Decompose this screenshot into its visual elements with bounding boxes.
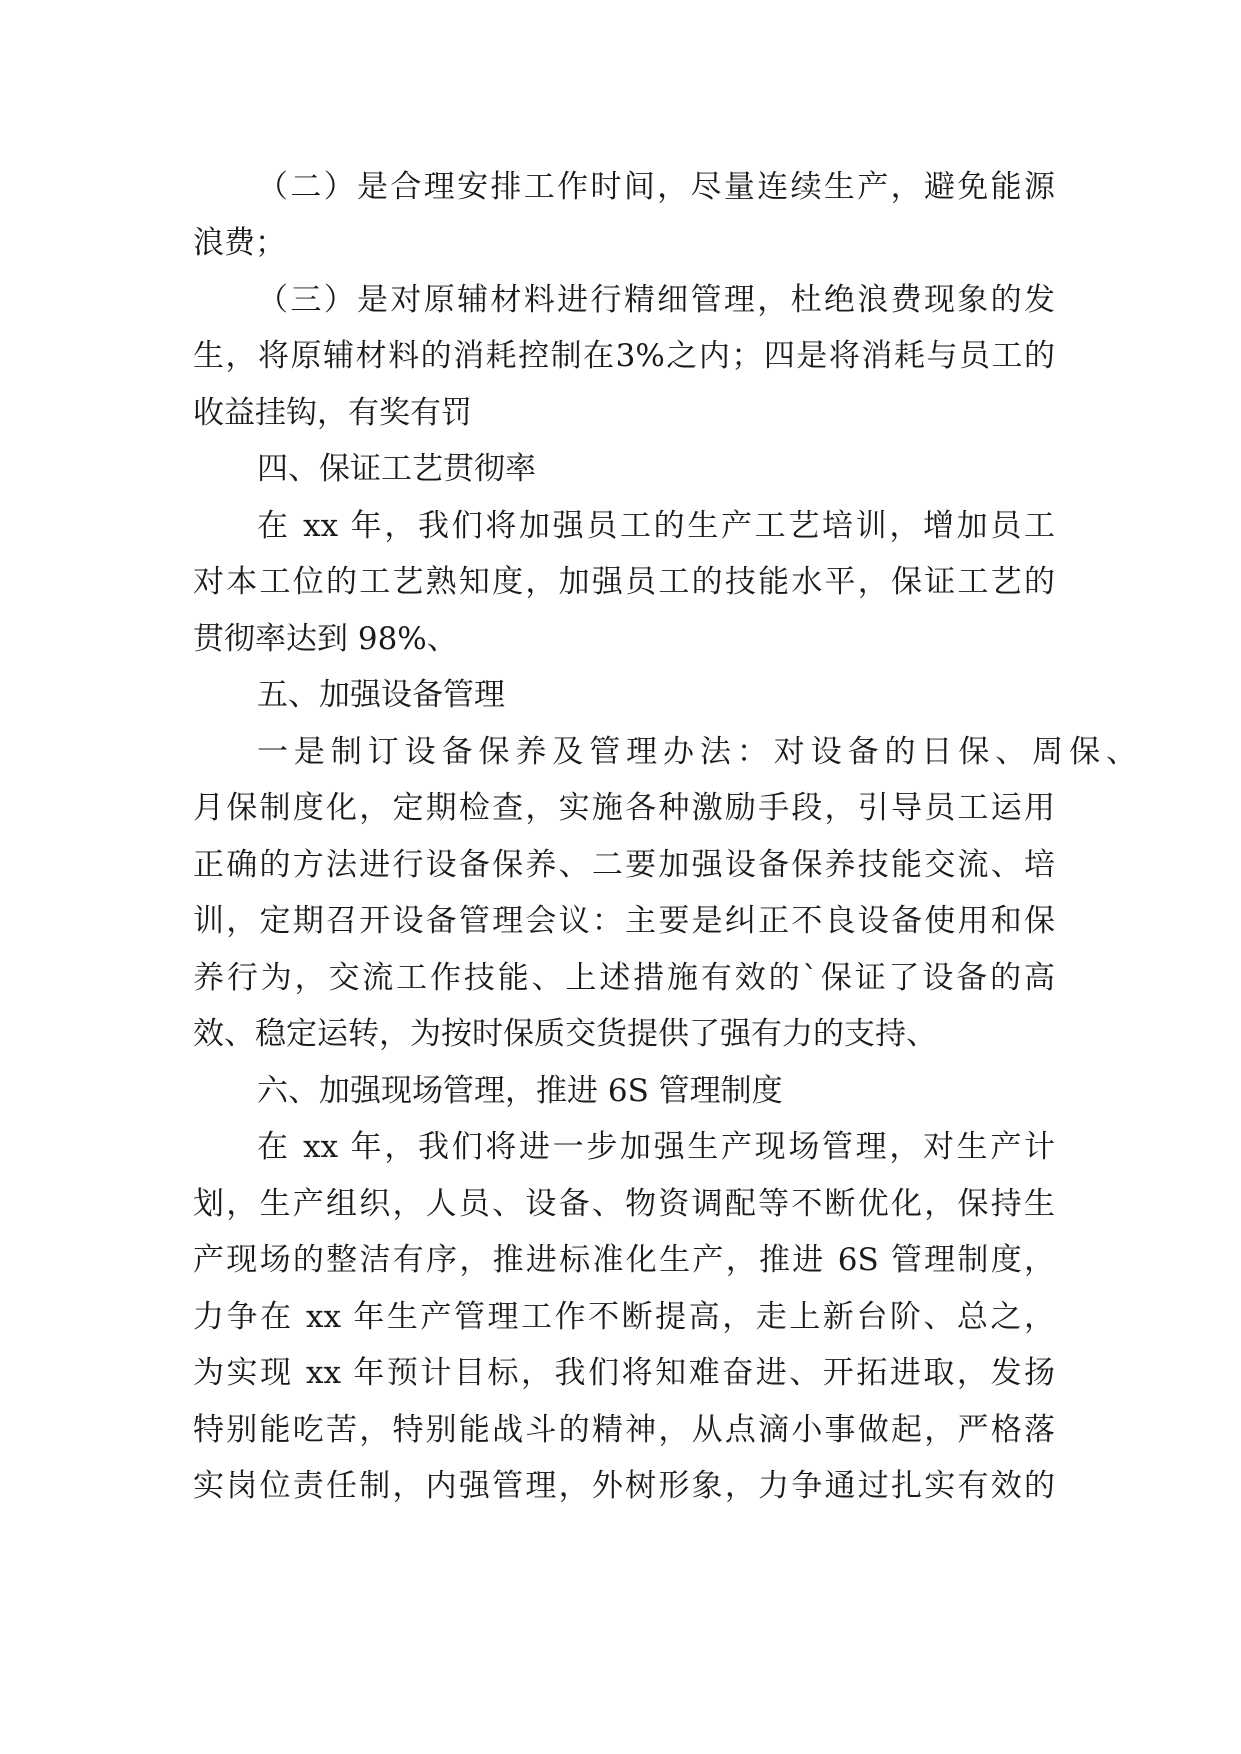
- text-line: 训，定期召开设备管理会议：主要是纠正不良设备使用和保: [193, 903, 1055, 939]
- text-line: 收益挂钩，有奖有罚: [193, 395, 472, 431]
- text-line: 为实现 xx 年预计目标，我们将知难奋进、开拓进取，发扬: [193, 1355, 1055, 1391]
- text-line: 实岗位责任制，内强管理，外树形象，力争通过扎实有效的: [193, 1468, 1055, 1504]
- text-line: 在 xx 年，我们将进一步加强生产现场管理，对生产计: [257, 1129, 1055, 1165]
- text-line: （二）是合理安排工作时间，尽量连续生产，避免能源: [257, 169, 1055, 205]
- text-line: 贯彻率达到 98%、: [193, 621, 458, 657]
- text-line: 对本工位的工艺熟知度，加强员工的技能水平，保证工艺的: [193, 564, 1055, 600]
- text-line: 力争在 xx 年生产管理工作不断提高，走上新台阶、总之，: [193, 1299, 1055, 1335]
- section-heading: 五、加强设备管理: [257, 677, 505, 713]
- text-line: 浪费；: [193, 225, 286, 261]
- section-heading: 四、保证工艺贯彻率: [257, 451, 536, 487]
- section-heading: 六、加强现场管理，推进 6S 管理制度: [257, 1073, 783, 1109]
- text-line: 划，生产组织，人员、设备、物资调配等不断优化，保持生: [193, 1186, 1055, 1222]
- text-line: 产现场的整洁有序，推进标准化生产，推进 6S 管理制度，: [193, 1242, 1055, 1278]
- text-line: 月保制度化，定期检查，实施各种激励手段，引导员工运用: [193, 790, 1055, 826]
- text-line: 特别能吃苦，特别能战斗的精神，从点滴小事做起，严格落: [193, 1412, 1055, 1448]
- text-line: 养行为，交流工作技能、上述措施有效的`保证了设备的高: [193, 960, 1055, 996]
- text-line: 正确的方法进行设备保养、二要加强设备保养技能交流、培: [193, 847, 1055, 883]
- text-line: 生，将原辅材料的消耗控制在3%之内；四是将消耗与员工的: [193, 338, 1055, 374]
- text-line: 在 xx 年，我们将加强员工的生产工艺培训，增加员工: [257, 508, 1055, 544]
- text-line: 效、稳定运转，为按时保质交货提供了强有力的支持、: [193, 1016, 937, 1052]
- text-line: 一是制订设备保养及管理办法：对设备的日保、周保、: [257, 734, 1137, 770]
- text-line: （三）是对原辅材料进行精细管理，杜绝浪费现象的发: [257, 282, 1055, 318]
